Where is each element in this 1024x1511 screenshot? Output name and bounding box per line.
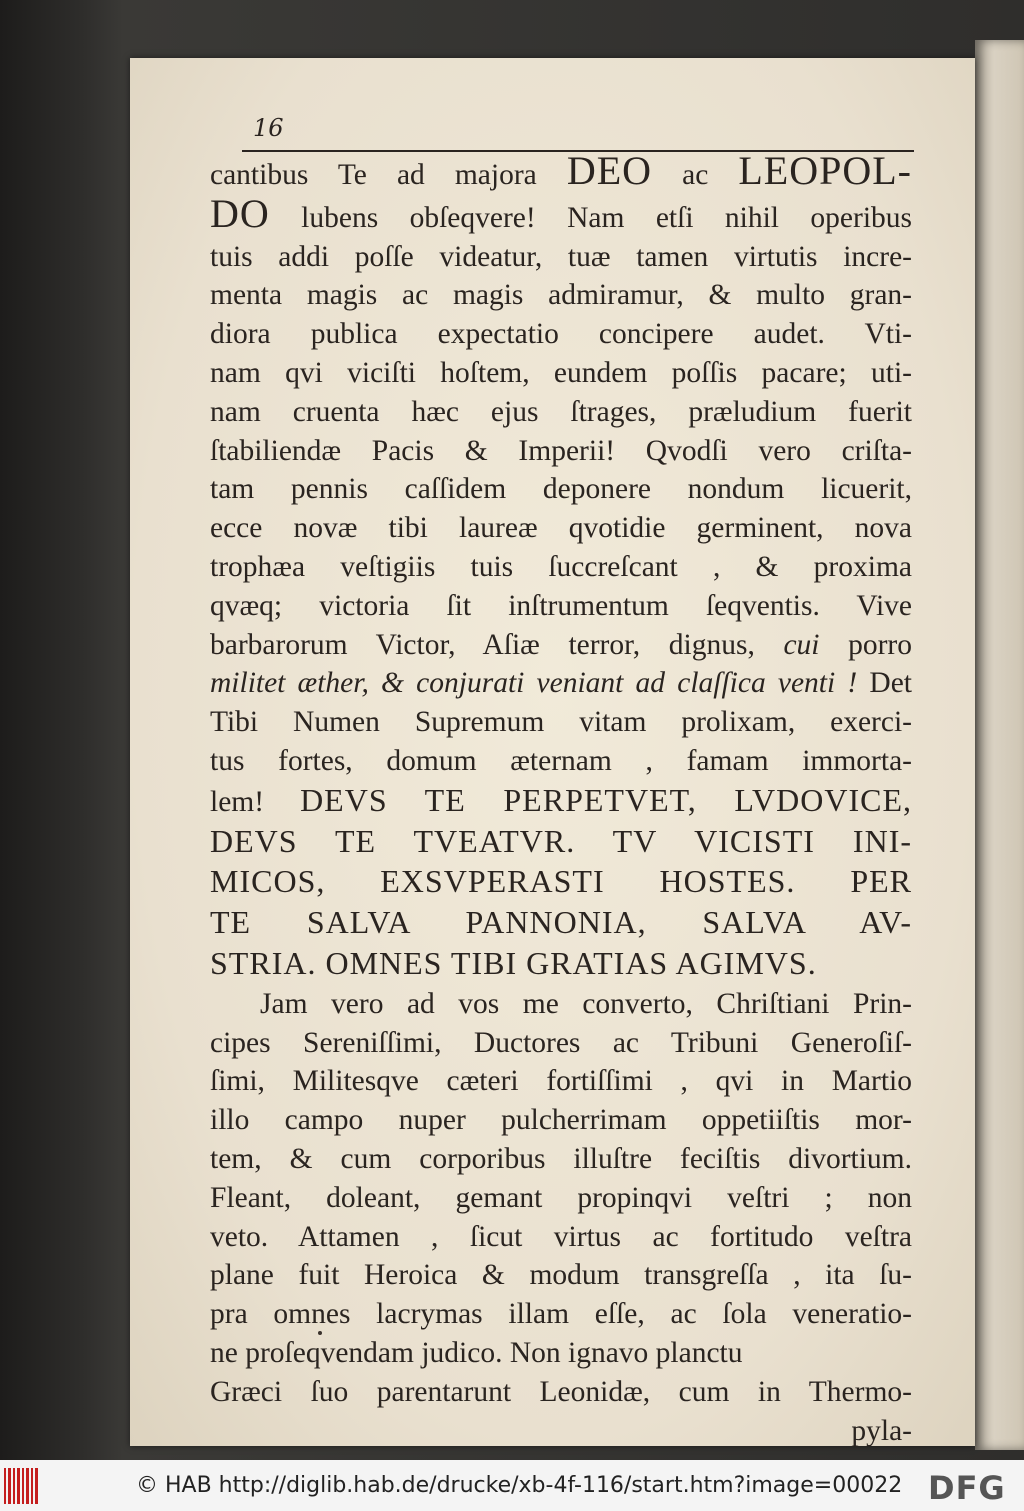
text-run: ecce novæ tibi laureæ qvotidie germinent, nova [210,512,912,545]
text-run: cipes Sereniſſimi, Ductores ac Tribuni Generoſiſ- [210,1026,912,1059]
text-line [210,276,912,315]
text-line [210,393,912,432]
text-run: tus fortes, domum æternam , famam immorta- [210,744,912,777]
barcode-icon [4,1468,38,1504]
text-run: barbarorum Victor, Aſiæ terror, dignus, [210,628,784,661]
text-line [210,1295,912,1334]
page-number: 16 [253,114,284,142]
text-run: Tibi Numen Supremum vitam prolixam, exerci- [210,706,912,739]
body-text [210,148,913,1450]
text-line [210,944,912,985]
text-run: Fleant, doleant, gemant propinqvi veſtri ; non [210,1181,912,1214]
text-line [210,1256,912,1295]
text-line [210,742,912,781]
text-run: lubens obſeqvere! Nam etſi nihil operibus [269,201,912,234]
capitals-run: DEVS TE PERPETVET, LVDOVICE, [300,781,913,818]
large-capitals-run: LEOPOL- [738,148,912,193]
dfg-logo: DFG [928,1469,1006,1507]
text-run: ac [652,159,739,191]
text-line [210,1062,912,1101]
footer-bar [0,1460,1024,1511]
text-run: ne proſeqvendam judico. Non ignavo planctu [210,1336,743,1369]
text-line [210,1218,912,1257]
text-run: trophæa veſtigiis tuis ſuccreſcant , & proxima [210,550,912,583]
text-line [210,315,912,354]
text-run: diora publica expectatio concipere audet. Vti- [210,318,912,351]
text-run: illo campo nuper pulcherrimam oppetiiſtis mor- [210,1104,912,1137]
text-line [210,1179,912,1218]
ink-mark [318,1331,322,1335]
text-run: nam qvi viciſti hoſtem, eundem poſſis pacare; uti- [210,356,912,389]
text-line [210,354,912,393]
text-line [210,822,912,863]
large-capitals-run: DEO [566,148,653,193]
large-capitals-run: DO [210,190,270,236]
text-run: ſimi, Militesqve cæteri fortiſſimi , qvi in Martio [210,1065,912,1098]
text-line [210,626,912,665]
italic-run: cui [783,628,820,661]
text-line [210,587,912,626]
text-run: tuis addi poſſe videatur, tuæ tamen virtutis incre- [210,240,912,273]
capitals-run: DEVS TE TVEATVR. TV VICISTI INI- [210,822,912,859]
text-run: qvæq; victoria ſit inſtrumentum ſeqventis. Vive [210,589,912,622]
text-run: menta magis ac magis admiramur, & multo gran- [210,279,912,312]
text-run: cantibus Te ad majora [210,159,567,191]
text-run: plane fuit Heroica & modum transgreſſa , ita ſu- [210,1259,912,1292]
text-line [210,985,912,1024]
facing-page-edge [975,40,1024,1450]
text-line [210,509,912,548]
text-run: lem! [210,785,301,818]
text-line [210,862,912,903]
text-line [210,781,912,822]
footer-credit: © HAB http://diglib.hab.de/drucke/xb-4f-116/start.htm?image=00022 [136,1473,903,1498]
text-line [210,548,912,587]
text-run: nam cruenta hæc ejus ſtrages, præludium fuerit [210,395,912,428]
text-run: Græci ſuo parentarunt Leonidæ, cum in Thermo- [210,1375,912,1408]
text-line [210,1373,912,1412]
text-line [210,238,912,277]
capitals-run: TE SALVA PANNONIA, SALVA AV- [210,904,912,941]
text-run: tam pennis caſſidem deponere nondum licuerit, [210,473,912,506]
text-run: ſtabiliendæ Pacis & Imperii! Qvodſi vero criſta- [210,434,912,467]
text-run: pra omnes lacrymas illam eſſe, ac ſola veneratio- [210,1298,912,1331]
text-line [210,664,912,703]
text-line [210,1140,912,1179]
text-run: Det [857,667,912,700]
text-run: veto. Attamen , ſicut virtus ac fortitudo veſtra [210,1220,912,1253]
text-line [210,1412,912,1451]
text-line [210,1101,912,1140]
text-line [210,1024,912,1063]
text-line [210,470,912,509]
capitals-run: MICOS, EXSVPERASTI HOSTES. PER [210,863,912,900]
text-run: Jam vero ad vos me converto, Chriſtiani Prin- [260,987,912,1020]
text-line [210,190,912,238]
italic-run: militet æther, & conjurati veniant ad claſſica venti ! [210,667,858,700]
text-line [210,903,912,944]
capitals-run: STRIA. OMNES TIBI GRATIAS AGIMVS. [210,944,817,981]
text-line [210,432,912,471]
text-line [210,148,912,195]
text-run: pyla- [851,1414,912,1447]
text-run: porro [819,628,912,661]
text-run: tem, & cum corporibus illuſtre feciſtis divortium. [210,1142,912,1175]
text-line [210,703,912,742]
text-line [210,1334,912,1373]
